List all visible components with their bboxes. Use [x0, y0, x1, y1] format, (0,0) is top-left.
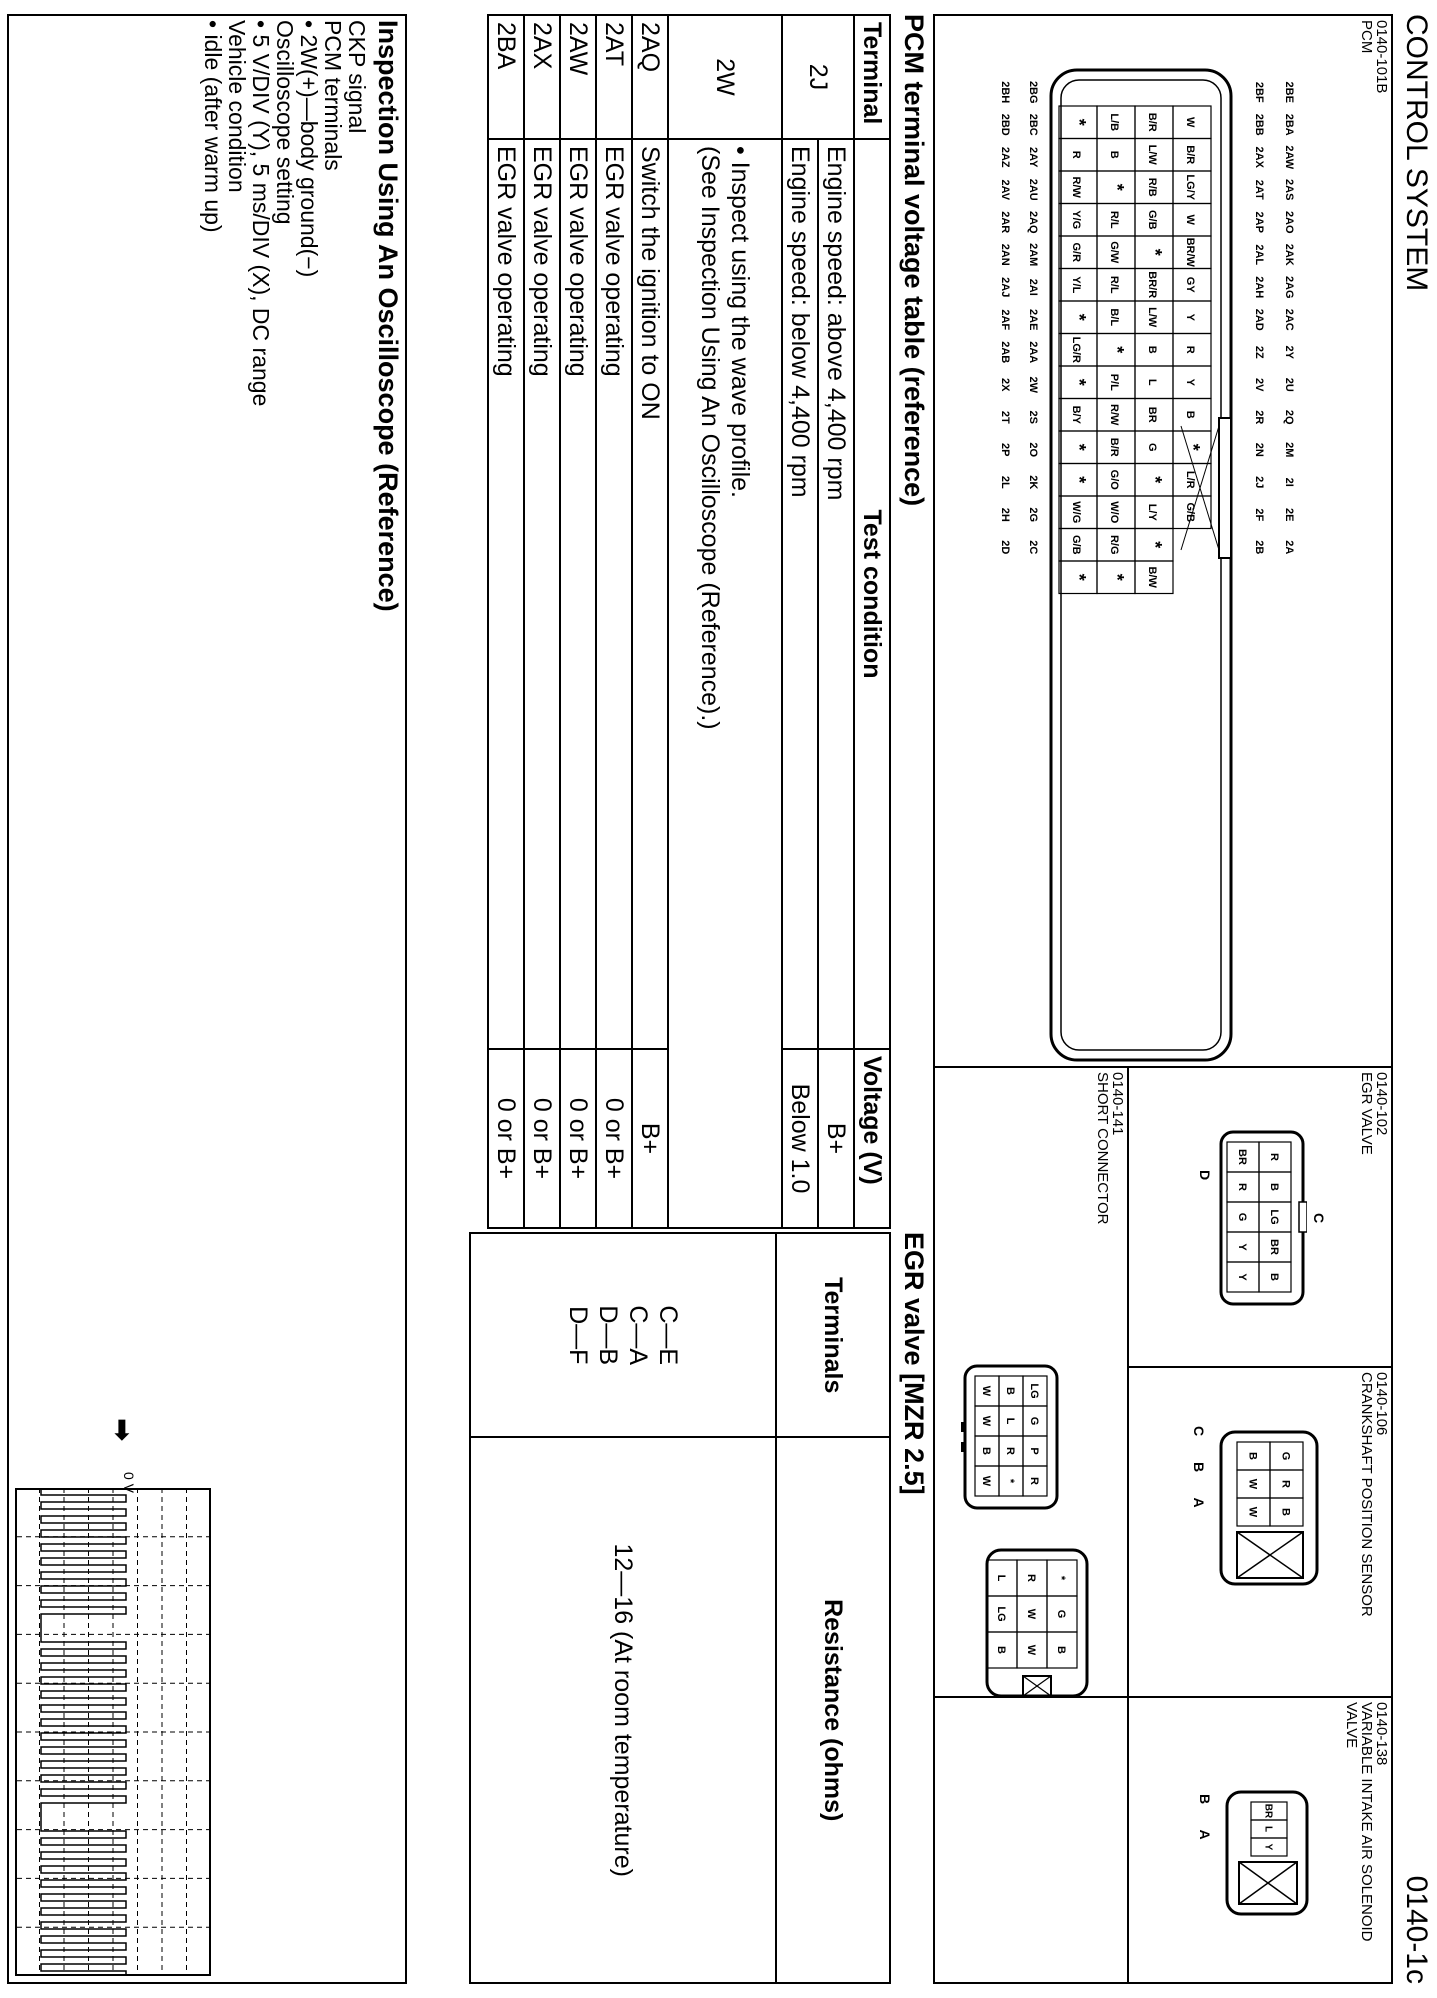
vis-connector-name: VARIABLE INTAKE AIR SOLENOID VALVE [1343, 1702, 1375, 1942]
wire-color: W [1025, 1608, 1038, 1620]
table-row [782, 15, 818, 1228]
pin-label: 2G [1027, 507, 1039, 523]
table-row [818, 15, 854, 1228]
pin-label: 2AC [1283, 308, 1295, 331]
terminal-cell: 2J [782, 15, 854, 139]
wire-color: R/W [1108, 404, 1120, 426]
pin-label: 2X [999, 378, 1011, 392]
table-row [632, 15, 668, 1228]
pin-label: 2AI [1027, 278, 1039, 296]
condition-cell: Engine speed: below 4,400 rpm [782, 139, 818, 1049]
terminal-pair: D—B [594, 1305, 622, 1366]
ckp-terminal-c: C [1191, 1426, 1207, 1437]
wire-color: G/B [1184, 502, 1196, 523]
wire-color: G/O [1108, 469, 1120, 490]
pcm-pin-row-3 [1027, 76, 1039, 564]
oscilloscope-waveform [15, 1488, 211, 1976]
connector-panel [933, 14, 1393, 1984]
wire-color: Y [1236, 1273, 1249, 1281]
condition-cell: Switch the ignition to ON [632, 139, 668, 1049]
wire-color: B/Y [1070, 405, 1082, 424]
wire-color: * [1004, 1478, 1017, 1484]
vis-connector-code: 0140-138 [1373, 1702, 1390, 1766]
ckp-terminal-labels [1191, 1426, 1207, 1508]
wire-color: L [1262, 1825, 1274, 1833]
pin-label: 2B [1253, 540, 1265, 555]
pin-label: 2D [999, 540, 1011, 555]
pin-label: 2A [1283, 540, 1295, 555]
pcm-connector-cell [935, 16, 1391, 1068]
wire-color: * [1069, 118, 1089, 126]
pin-label: 2Z [1253, 345, 1265, 359]
egr-valve-connector-code: 0140-102 [1373, 1072, 1390, 1136]
pin-label: 2AX [1253, 146, 1265, 168]
wire-color: R [1028, 1477, 1041, 1485]
voltage-cell: B+ [818, 1049, 854, 1228]
pin-label: 2AR [999, 211, 1011, 234]
condition-cell: EGR valve operating [524, 139, 560, 1049]
wire-color: BR/R [1146, 271, 1158, 299]
wire-color: W/O [1108, 501, 1120, 524]
wire-color: * [1055, 1575, 1068, 1581]
pin-label: 2AN [999, 243, 1011, 266]
pin-label: 2T [999, 410, 1011, 424]
pin-label: 2BE [1283, 81, 1295, 103]
wire-color: B [995, 1646, 1008, 1654]
pin-label: 2V [1253, 378, 1265, 392]
ckp-sensor-connector-name: CRANKSHAFT POSITION SENSOR [1358, 1372, 1375, 1617]
pcm-pin-row-1 [1283, 76, 1295, 564]
note-line: • 5 V/DIV (Y), 5 ms/DIV (X), DC range [248, 20, 274, 407]
ckp-sensor-connector-cell [1127, 1368, 1391, 1698]
pin-label: 2BF [1253, 81, 1265, 103]
pin-label: 2AZ [999, 146, 1011, 168]
wire-color: P/L [1108, 373, 1120, 391]
ckp-terminal-b: B [1191, 1462, 1207, 1473]
wire-color: R [1236, 1183, 1249, 1191]
pin-label: 2AW [1283, 145, 1295, 170]
wire-color: W [1025, 1644, 1038, 1656]
wire-color: R [1025, 1574, 1038, 1582]
arrow-right-icon: ➡ [107, 1418, 138, 1442]
wire-color: R [1070, 150, 1082, 159]
pin-label: 2AL [1253, 244, 1265, 266]
egr-resistance-table [469, 1232, 891, 1984]
wire-color: B [1004, 1387, 1017, 1395]
pin-label: 2J [1253, 476, 1265, 489]
short-connector-cell [935, 1068, 1127, 1368]
ckp-sensor-connector-diagram [1211, 1428, 1321, 1588]
wire-color: * [1107, 183, 1127, 191]
wire-color: L [1146, 378, 1158, 386]
wire-color: W [980, 1415, 993, 1427]
pin-label: 2C [1027, 540, 1039, 555]
pin-label: 2R [1253, 410, 1265, 425]
wire-color: R/W [1070, 176, 1082, 198]
pin-label: 2BG [1027, 80, 1039, 104]
wire-color: * [1145, 248, 1165, 256]
wire-color: G [1055, 1609, 1068, 1619]
wire-color: G [1279, 1451, 1292, 1461]
zero-volt-label: 0 V [121, 1472, 137, 1494]
wire-color: Y [1184, 313, 1196, 321]
wire-color: Y/G [1070, 210, 1082, 230]
wire-color: R [1004, 1447, 1017, 1455]
wire-color: B/R [1146, 112, 1158, 132]
terminal-pair: D—F [564, 1306, 592, 1365]
wire-color: B [1268, 1273, 1281, 1281]
pin-label: 2BH [999, 81, 1011, 104]
vis-terminal-a: A [1197, 1829, 1213, 1840]
wire-color: L/W [1146, 144, 1158, 165]
wire-color: R/L [1108, 275, 1120, 294]
voltage-cell: B+ [632, 1049, 668, 1228]
wire-color: * [1069, 443, 1089, 451]
wire-color: * [1069, 573, 1089, 581]
pin-label: 2AJ [999, 277, 1011, 298]
oscilloscope-section [7, 14, 407, 1984]
note-line: • idle (after warm up) [200, 20, 226, 233]
voltage-cell: 0 or B+ [560, 1049, 596, 1228]
vis-connector-cell [1127, 1698, 1391, 1982]
voltage-cell: 0 or B+ [488, 1049, 524, 1228]
pin-label: 2BD [999, 113, 1011, 136]
wire-color: B [1146, 345, 1158, 354]
col-header-condition: Test condition [854, 139, 890, 1049]
wire-color: P [1028, 1447, 1041, 1455]
pin-label: 2N [1253, 442, 1265, 457]
condition-cell: EGR valve operating [488, 139, 524, 1049]
wire-color: R/B [1146, 177, 1158, 197]
pcm-connector-name: PCM [1358, 20, 1375, 54]
wire-color: L/Y [1146, 503, 1158, 521]
wire-color: W [1246, 1478, 1259, 1490]
wire-color: BR [1268, 1239, 1281, 1255]
terminal-pairs-cell [470, 1233, 776, 1437]
pin-label: 2P [999, 443, 1011, 457]
note-line: Oscilloscope setting [272, 20, 298, 225]
pin-label: 2AE [1027, 309, 1039, 331]
voltage-table-title: PCM terminal voltage table (reference) [899, 14, 929, 507]
egr-valve-connector-cell [1127, 1068, 1391, 1368]
wire-color: B [1108, 150, 1120, 159]
pin-label: 2BB [1253, 113, 1265, 136]
voltage-table [487, 14, 891, 1229]
pcm-connector-code: 0140-101B [1373, 20, 1390, 94]
voltage-cell: Below 1.0 [782, 1049, 818, 1228]
voltage-cell: 0 or B+ [596, 1049, 632, 1228]
resistance-cell: 12—16 (At room temperature) [470, 1437, 776, 1983]
pin-label: 2Y [1283, 345, 1295, 359]
pin-label: 2AS [1283, 179, 1295, 201]
pin-label: 2AG [1283, 275, 1295, 299]
wire-color: * [1069, 313, 1089, 321]
pin-label: 2AB [999, 341, 1011, 364]
note-line: PCM terminals [320, 20, 346, 171]
oscilloscope-notes [201, 20, 369, 406]
wire-color: B [1279, 1508, 1292, 1516]
wire-color: * [1107, 346, 1127, 354]
pcm-connector-diagram [1041, 66, 1241, 1066]
pin-label: 2S [1027, 410, 1039, 424]
wire-color: BR [1262, 1803, 1274, 1819]
pin-label: 2H [999, 507, 1011, 522]
wire-color: B/R [1184, 145, 1196, 165]
wire-color: W/G [1070, 501, 1082, 524]
condition-cell: EGR valve operating [560, 139, 596, 1049]
wire-color: * [1107, 573, 1127, 581]
unlabeled-connector-diagram [981, 1546, 1091, 1706]
wire-color: * [1069, 476, 1089, 484]
egr-valve-connector-diagram [1217, 1128, 1307, 1308]
wire-color: L [995, 1574, 1008, 1582]
pin-label: 2F [1253, 508, 1265, 522]
pin-label: 2O [1027, 442, 1039, 458]
pin-label: 2AK [1283, 243, 1295, 266]
condition-cell: Engine speed: above 4,400 rpm [818, 139, 854, 1049]
wire-color: Y [1262, 1843, 1274, 1851]
wire-color: G [1146, 442, 1158, 452]
wire-color: Y [1184, 378, 1196, 386]
col-header-resistance: Resistance (ohms) [776, 1437, 890, 1983]
wire-color: W [1184, 214, 1196, 225]
table-row [560, 15, 596, 1228]
pin-label: 2AT [1253, 179, 1265, 200]
wire-color: B [1246, 1452, 1259, 1460]
egr-terminal-c-label: C [1311, 1213, 1327, 1224]
terminal-cell: 2W [668, 15, 782, 139]
section-title: CONTROL SYSTEM [1400, 14, 1433, 292]
wire-color: B [1268, 1183, 1281, 1191]
pin-label: 2AQ [1027, 210, 1039, 234]
wire-color: Y [1236, 1243, 1249, 1251]
wire-color: W [1184, 117, 1196, 128]
pin-label: 2Q [1283, 409, 1295, 425]
wire-color: LG [1028, 1383, 1041, 1399]
terminal-pair: C—E [654, 1305, 682, 1366]
terminal-pair: C—A [624, 1305, 652, 1366]
wire-color: W [980, 1475, 993, 1487]
pcm-pin-row-2 [1253, 76, 1265, 564]
pin-label: 2W [1027, 376, 1039, 393]
wire-color: B [980, 1447, 993, 1455]
col-header-terminals: Terminals [776, 1233, 890, 1437]
wire-color: L [1004, 1417, 1017, 1425]
wire-color: L/W [1146, 307, 1158, 328]
col-header-voltage: Voltage (V) [854, 1049, 890, 1228]
terminal-cell: 2AW [560, 15, 596, 139]
note-line: CKP signal [344, 20, 370, 134]
note-line: • 2W(+)—body ground(−) [296, 20, 322, 278]
terminal-cell: 2AQ [632, 15, 668, 139]
wire-color: B/W [1146, 566, 1158, 588]
wire-color: * [1145, 476, 1165, 484]
pin-label: 2AU [1027, 178, 1039, 201]
wire-color: LG [995, 1606, 1008, 1622]
wire-color: G/W [1108, 241, 1120, 264]
ckp-sensor-connector-code: 0140-106 [1373, 1372, 1390, 1436]
wire-color: R/L [1108, 210, 1120, 229]
wire-color: B/L [1108, 308, 1120, 327]
pcm-pin-row-4 [999, 76, 1011, 564]
wire-color: L/B [1108, 113, 1120, 132]
note-line: Vehicle condition [224, 20, 250, 193]
pin-label: 2AD [1253, 308, 1265, 331]
wire-color: * [1069, 378, 1089, 386]
terminal-cell: 2AX [524, 15, 560, 139]
pin-label: 2AH [1253, 276, 1265, 299]
wire-color: G [1028, 1416, 1041, 1426]
wire-color: LG [1268, 1209, 1281, 1225]
wire-color: LG/R [1070, 336, 1082, 363]
pin-label: 2AV [999, 179, 1011, 201]
terminal-cell: 2BA [488, 15, 524, 139]
table-row [488, 15, 524, 1228]
wire-color: L/R [1184, 470, 1196, 489]
voltage-cell: 0 or B+ [524, 1049, 560, 1228]
pin-label: 2AM [1027, 243, 1039, 267]
egr-table-title: EGR valve [MZR 2.5] [899, 1232, 929, 1495]
pin-label: 2L [999, 475, 1011, 489]
wire-color: B [1184, 410, 1196, 419]
wire-color: W [980, 1385, 993, 1397]
vis-terminal-labels [1197, 1794, 1213, 1840]
wire-color: W [1246, 1506, 1259, 1518]
pin-label: 2U [1283, 377, 1295, 392]
wire-color: G/R [1070, 242, 1082, 263]
wire-color: R [1184, 345, 1196, 354]
table-row [524, 15, 560, 1228]
wire-color: R [1268, 1153, 1281, 1161]
vis-connector-diagram [1221, 1788, 1311, 1918]
pin-label: 2AA [1027, 341, 1039, 364]
col-header-terminal: Terminal [854, 15, 890, 139]
wire-color: G/B [1146, 209, 1158, 230]
egr-valve-connector-name: EGR VALVE [1358, 1072, 1375, 1155]
wire-color: Y/L [1070, 276, 1082, 294]
table-row [596, 15, 632, 1228]
terminal-cell: 2AT [596, 15, 632, 139]
pin-label: 2AP [1253, 211, 1265, 233]
pin-label: 2K [1027, 475, 1039, 490]
vis-terminal-b: B [1197, 1794, 1213, 1805]
short-connector-code: 0140-141 [1109, 1072, 1126, 1136]
egr-terminal-d-label: D [1197, 1170, 1213, 1181]
pin-label: 2AY [1027, 147, 1039, 168]
short-connector-name: SHORT CONNECTOR [1094, 1072, 1111, 1225]
table-row [668, 15, 782, 1228]
wire-color: * [1145, 541, 1165, 549]
wire-color: G/B [1070, 534, 1082, 555]
wire-color: GY [1184, 276, 1196, 293]
wire-color: BR [1236, 1149, 1249, 1165]
wire-color: R/G [1108, 534, 1120, 555]
pin-label: 2BA [1283, 113, 1295, 136]
condition-cell: • Inspect using the wave profile. (See Inspection Using An Oscilloscope (Reference).) [668, 139, 782, 1228]
condition-cell: EGR valve operating [596, 139, 632, 1049]
pin-label: 2AF [999, 309, 1011, 331]
wire-color: BR [1146, 406, 1158, 423]
page-code: 0140-1c [1400, 1875, 1433, 1984]
pin-label: 2AO [1283, 210, 1295, 234]
wire-color: * [1183, 443, 1203, 451]
table-row [470, 1233, 776, 1983]
pin-label: 2M [1283, 442, 1295, 458]
wire-color: B [1055, 1646, 1068, 1654]
oscilloscope-title: Inspection Using An Oscilloscope (Reference) [373, 20, 403, 612]
wire-color: R [1279, 1480, 1292, 1488]
pin-label: 2I [1283, 477, 1295, 487]
wire-color: LG/Y [1184, 174, 1196, 201]
wire-color: BR/W [1184, 237, 1196, 267]
wire-color: B/R [1108, 437, 1120, 457]
ckp-terminal-a: A [1191, 1497, 1207, 1508]
pin-label: 2E [1283, 508, 1295, 522]
pin-label: 2BC [1027, 113, 1039, 136]
wire-color: G [1236, 1212, 1249, 1222]
